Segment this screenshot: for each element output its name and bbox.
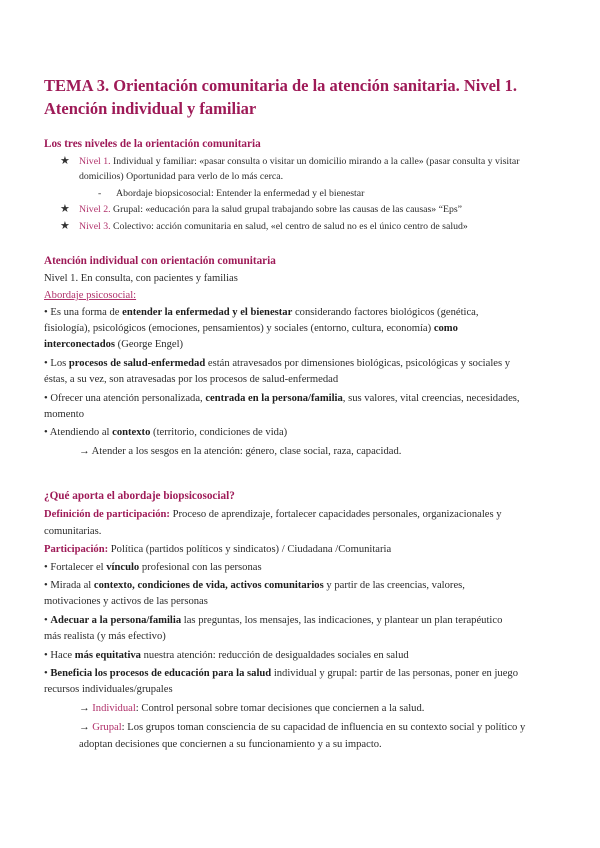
nivel1-dash: - — [98, 188, 102, 199]
bold-text: contexto, condiciones de vida, activos comunitarios — [93, 580, 324, 591]
nivel1-text: Individual y familiar: «pasar consulta o visitar un domicilio mirando a la calle» (pasar consulta y visitar — [110, 156, 520, 167]
star-icon: ★ — [60, 203, 70, 215]
bullet-vinculo — [44, 560, 262, 576]
text: • Es una forma de — [44, 307, 123, 318]
bullet-procesos-cont: éstas, a su vez, son atravesadas por los procesos de salud-enfermedad — [44, 374, 339, 385]
bullet-personalizada — [44, 391, 520, 407]
nivel3-label: Nivel 3. — [79, 221, 111, 232]
definicion-cont: comunitarias. — [44, 526, 102, 537]
bullet-personalizada-cont: momento — [44, 409, 85, 420]
grupal-label: Grupal — [92, 722, 122, 733]
bold-text: contexto — [112, 427, 151, 438]
nivel1-label: Nivel 1. — [79, 156, 111, 167]
text: • Hace — [44, 650, 75, 661]
bullet-beneficia — [44, 666, 518, 682]
text: • Los — [44, 358, 69, 369]
star-icon: ★ — [60, 220, 70, 232]
text: • — [44, 668, 51, 679]
bullet-mirada-cont: motivaciones y activos de las personas — [44, 596, 208, 607]
text: , sus valores, vital creencias, necesidades, — [342, 393, 520, 404]
nivel2-label: Nivel 2. — [79, 204, 111, 215]
nivel2-text: Grupal: «educación para la salud grupal trabajando sobre las causas de las causas» “Eps” — [110, 204, 463, 215]
text: están atravesados por dimensiones biológicas, psicológicas y sociales y — [205, 358, 511, 369]
bullet-contexto — [44, 425, 287, 441]
section-heading-niveles: Los tres niveles de la orientación comunitaria — [44, 138, 261, 150]
nivel3-text: Colectivo: acción comunitaria en salud, «el centro de salud no es el único centro de salud» — [110, 221, 468, 232]
bold-text: entender la enfermedad y el bienestar — [122, 307, 293, 318]
definicion-label: Definición de participación: — [44, 509, 170, 520]
bullet-equitativa — [44, 648, 409, 664]
nivel1-line — [79, 154, 519, 169]
bold-text: más equitativa — [74, 650, 141, 661]
text: • Fortalecer el — [44, 562, 107, 573]
sesgos-line: → Atender a los sesgos en la atención: género, clase social, raza, capacidad. — [79, 446, 402, 457]
text: : Los grupos toman consciencia de su capacidad de influencia en su contexto social y político y — [121, 722, 526, 733]
bullet-procesos — [44, 356, 510, 372]
section-heading-atencion-individual: Atención individual con orientación comunitaria — [44, 255, 276, 267]
grupal-line — [79, 720, 525, 736]
bullet-forma-cont — [44, 321, 458, 337]
individual-label: Individual — [92, 703, 136, 714]
bold-text: Adecuar a la persona/familia — [50, 615, 182, 626]
text: nuestra atención: reducción de desigualdades sociales en salud — [140, 650, 409, 661]
section-heading-que-aporta: ¿Qué aporta el abordaje biopsicosocial? — [44, 490, 235, 502]
text: • Mirada al — [44, 580, 94, 591]
nivel1-line2: domicilios) Oportunidad para verlo de lo más cerca. — [79, 171, 284, 182]
definicion-line — [44, 507, 502, 523]
bullet-forma-cont2 — [44, 337, 183, 353]
text: considerando factores biológicos (genética, — [292, 307, 479, 318]
page-title: TEMA 3. Orientación comunitaria de la atención sanitaria. Nivel 1. Atención individual y familiar — [44, 76, 517, 118]
bullet-forma — [44, 305, 479, 321]
text: y partir de las creencias, valores, — [323, 580, 465, 591]
text: las preguntas, los mensajes, las indicaciones, y plantear un plan terapéutico — [181, 615, 503, 626]
bold-text: Beneficia los procesos de educación para la salud — [50, 668, 272, 679]
star-icon: ★ — [60, 155, 70, 167]
nivel1-sub: Abordaje biopsicosocial: Entender la enfermedad y el bienestar — [116, 188, 365, 199]
nivel2-line — [79, 202, 462, 217]
bullet-beneficia-cont: recursos individuales/grupales — [44, 684, 173, 695]
bullet-adecuar — [44, 613, 502, 629]
bold-text: como — [433, 323, 458, 334]
bullet-mirada — [44, 578, 465, 594]
bold-text: vínculo — [106, 562, 140, 573]
bullet-adecuar-cont: más realista (y más efectivo) — [44, 631, 166, 642]
bold-text: procesos de salud-enfermedad — [68, 358, 206, 369]
individual-line — [79, 701, 424, 717]
participacion-label: Participación: — [44, 544, 109, 555]
text: • Atendiendo al — [44, 427, 113, 438]
arrow-icon: → — [79, 722, 93, 733]
grupal-cont: adoptan decisiones que conciernen a su funcionamiento y a su impacto. — [79, 739, 382, 750]
text: (territorio, condiciones de vida) — [150, 427, 288, 438]
nivel3-line — [79, 219, 468, 234]
text: individual y grupal: partir de las personas, poner en juego — [271, 668, 518, 679]
arrow-icon: → — [79, 703, 93, 714]
nivel1-consulta: Nivel 1. En consulta, con pacientes y familias — [44, 273, 238, 284]
text: Proceso de aprendizaje, fortalecer capacidades personales, organizacionales y — [169, 509, 502, 520]
text: Política (partidos políticos y sindicatos) / Ciudadana /Comunitaria — [108, 544, 392, 555]
text: • — [44, 615, 51, 626]
text: • Ofrecer una atención personalizada, — [44, 393, 206, 404]
text: profesional con las personas — [139, 562, 262, 573]
text: (George Engel) — [115, 339, 184, 350]
participacion-line — [44, 542, 391, 558]
bold-text: interconectados — [44, 339, 116, 350]
abordaje-psicosocial-label: Abordaje psicosocial: — [44, 290, 137, 301]
text: fisiología), psicológicos (emociones, pensamientos) y sociales (entorno, cultura, economía) — [44, 323, 434, 334]
text: : Control personal sobre tomar decisiones que conciernen a la salud. — [135, 703, 425, 714]
bold-text: centrada en la persona/familia — [205, 393, 343, 404]
